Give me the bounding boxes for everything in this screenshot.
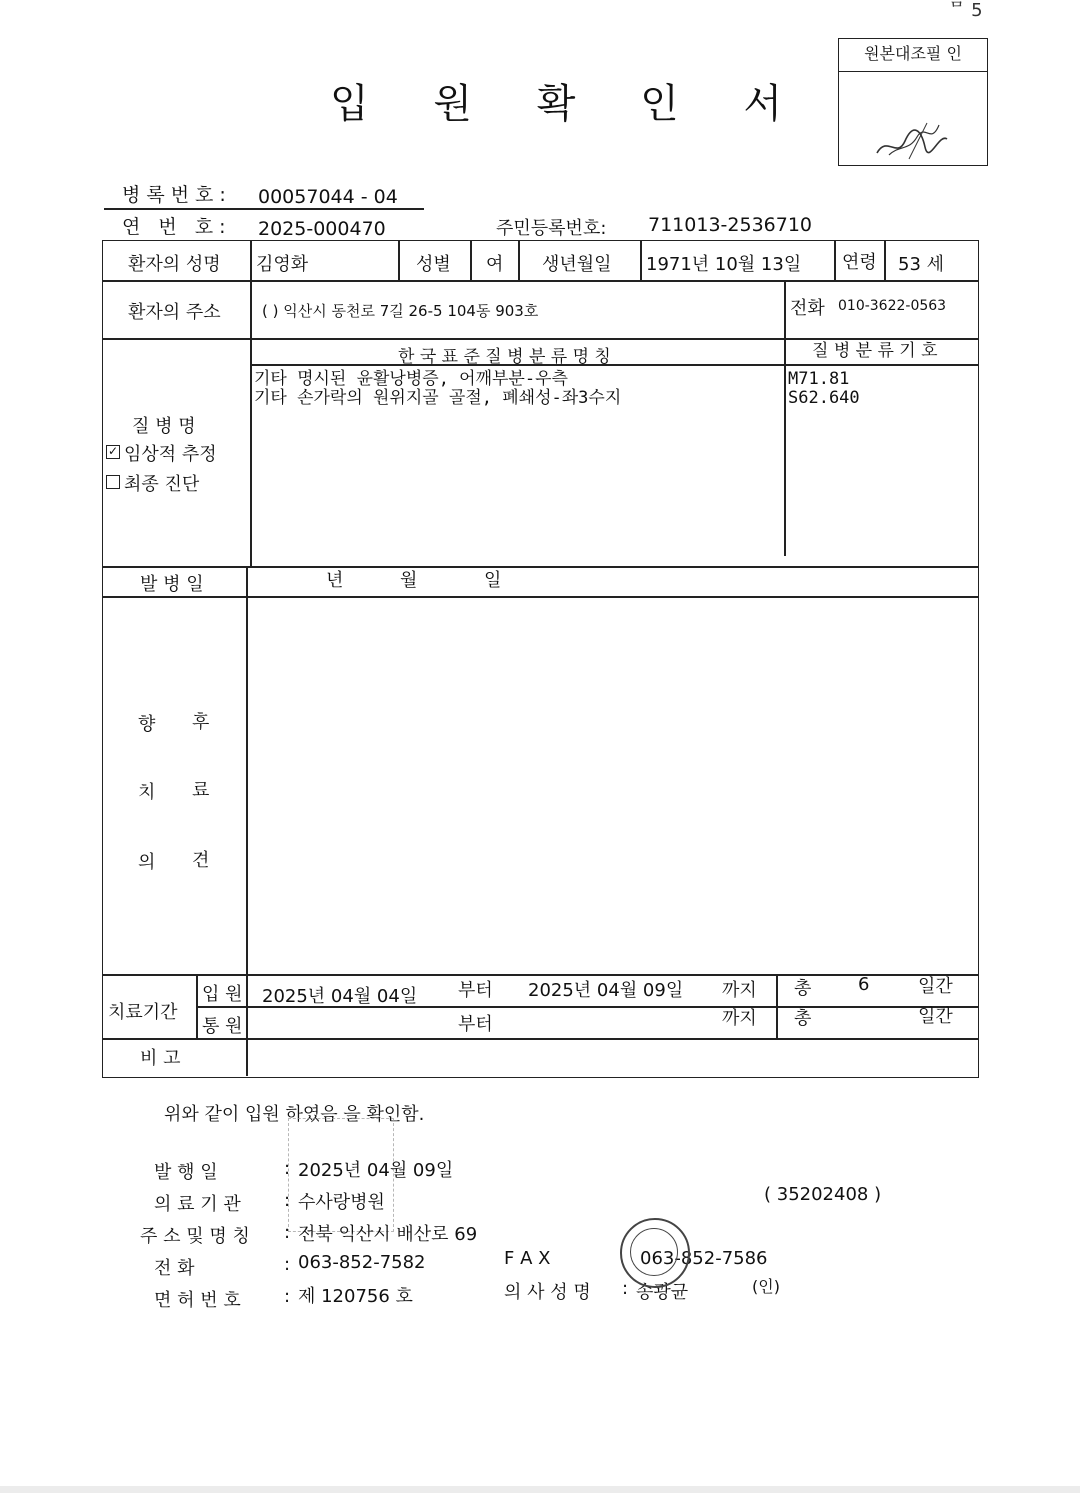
opinion-label-2a: 치 bbox=[138, 782, 156, 803]
resident-id-value: 711013-2536710 bbox=[648, 214, 813, 236]
issue-value: 2025년 04월 09일 bbox=[298, 1160, 454, 1181]
onset-label: 발 병 일 bbox=[140, 574, 204, 595]
opinion-label-1b: 후 bbox=[192, 712, 210, 733]
clinical-checkbox[interactable]: ✓ bbox=[107, 444, 119, 458]
outpatient-label: 통 원 bbox=[202, 1016, 243, 1037]
fax-label: F A X bbox=[504, 1248, 551, 1269]
bottom-scroll-track bbox=[0, 1486, 1080, 1493]
disease-codes bbox=[788, 370, 860, 408]
resident-id-label: 주민등록번호: bbox=[496, 218, 607, 239]
patient-name-label: 환자의 성명 bbox=[128, 254, 221, 275]
seal-mark: (인) bbox=[752, 1277, 780, 1296]
doctor-label: 의 사 성 명 bbox=[504, 1282, 591, 1303]
inpatient-to-date: 2025년 04월 09일 bbox=[528, 980, 684, 1001]
inpatient-days-value: 6 bbox=[858, 974, 870, 995]
birth-label: 생년월일 bbox=[542, 254, 612, 275]
final-label: 최종 진단 bbox=[124, 474, 200, 495]
opinion-label-3b: 견 bbox=[192, 850, 210, 871]
opinion-label-3a: 의 bbox=[138, 852, 156, 873]
institution-label: 의 료 기 관 bbox=[154, 1194, 241, 1215]
disease-code-1: M71.81 bbox=[788, 369, 850, 389]
final-checkbox[interactable] bbox=[106, 475, 120, 489]
opinion-label-2b: 료 bbox=[192, 780, 210, 801]
fax-value: 063-852-7586 bbox=[640, 1248, 768, 1269]
phone-label: 전화 bbox=[790, 298, 825, 319]
license-label: 면 허 번 호 bbox=[154, 1290, 241, 1311]
page-marker: ᄆ 5 bbox=[948, 0, 983, 21]
phone-value: 010-3622-0563 bbox=[838, 298, 947, 314]
institution-code: ( 35202408 ) bbox=[764, 1184, 882, 1205]
birth-value: 1971년 10월 13일 bbox=[646, 254, 802, 275]
page-title: 입 원 확 인 서 bbox=[330, 81, 809, 127]
outpatient-total: 총 bbox=[794, 1008, 812, 1029]
disease-name-header: 한 국 표 준 질 병 분 류 명 칭 bbox=[398, 347, 611, 367]
opinion-label-1a: 향 bbox=[138, 714, 156, 735]
address-name-label: 주 소 및 명 칭 bbox=[140, 1226, 250, 1247]
reg-number-value: 00057044 - 04 bbox=[258, 186, 398, 208]
tel-value: 063-852-7582 bbox=[298, 1252, 426, 1273]
license-value: 제 120756 호 bbox=[298, 1286, 413, 1307]
original-check-label: 원본대조필 인 bbox=[839, 39, 987, 72]
sex-label: 성별 bbox=[416, 254, 451, 275]
age-value: 53 세 bbox=[898, 254, 945, 275]
onset-month: 월 bbox=[400, 570, 418, 591]
visit-number-value: 2025-000470 bbox=[258, 218, 386, 240]
disease-names bbox=[254, 370, 621, 408]
period-label: 치료기간 bbox=[108, 1002, 178, 1023]
inpatient-from-date: 2025년 04월 04일 bbox=[262, 986, 418, 1007]
address-label: 환자의 주소 bbox=[128, 302, 221, 323]
signature-scribble-icon bbox=[869, 115, 959, 165]
tel-label: 전 화 bbox=[154, 1258, 195, 1279]
statement: 위와 같이 입원 하였음 을 확인함. bbox=[164, 1104, 425, 1125]
issue-label: 발 행 일 bbox=[154, 1162, 218, 1183]
inpatient-days-unit: 일간 bbox=[918, 976, 953, 997]
inpatient-to: 까지 bbox=[722, 980, 757, 1001]
outpatient-to: 까지 bbox=[722, 1008, 757, 1029]
onset-year: 년 bbox=[326, 570, 344, 591]
institution-address: 전북 익산시 배산로 69 bbox=[298, 1224, 478, 1245]
age-label: 연령 bbox=[842, 252, 877, 273]
clinical-label: 임상적 추정 bbox=[124, 444, 217, 465]
patient-name: 김영화 bbox=[256, 254, 309, 275]
disease-code-header: 질 병 분 류 기 호 bbox=[812, 341, 938, 361]
disease-section-label: 질 병 명 bbox=[132, 416, 196, 437]
original-check-box bbox=[838, 38, 988, 166]
sex-value: 여 bbox=[486, 254, 504, 275]
disease-name-1: 기타 명시된 윤활낭병증, 어깨부분-우측 bbox=[254, 369, 568, 389]
visit-number-label: 연 번 호: bbox=[122, 216, 232, 238]
outpatient-from: 부터 bbox=[458, 1014, 493, 1035]
doctor-name: 송광균 bbox=[636, 1282, 689, 1303]
inpatient-total: 총 bbox=[794, 978, 812, 999]
disease-code-2: S62.640 bbox=[788, 388, 860, 408]
reg-number-label: 병록번호: bbox=[122, 184, 232, 206]
onset-day: 일 bbox=[484, 570, 502, 591]
outpatient-days-unit: 일간 bbox=[918, 1006, 953, 1027]
institution-value: 수사랑병원 bbox=[298, 1192, 385, 1213]
inpatient-label: 입 원 bbox=[202, 984, 243, 1005]
remarks-label: 비 고 bbox=[140, 1048, 181, 1069]
disease-name-2: 기타 손가락의 원위지골 골절, 폐쇄성-좌3수지 bbox=[254, 388, 622, 408]
inpatient-from: 부터 bbox=[458, 980, 493, 1001]
official-seal-icon bbox=[620, 1218, 690, 1288]
address-value: ( ) 익산시 동천로 7길 26-5 104동 903호 bbox=[262, 302, 539, 320]
